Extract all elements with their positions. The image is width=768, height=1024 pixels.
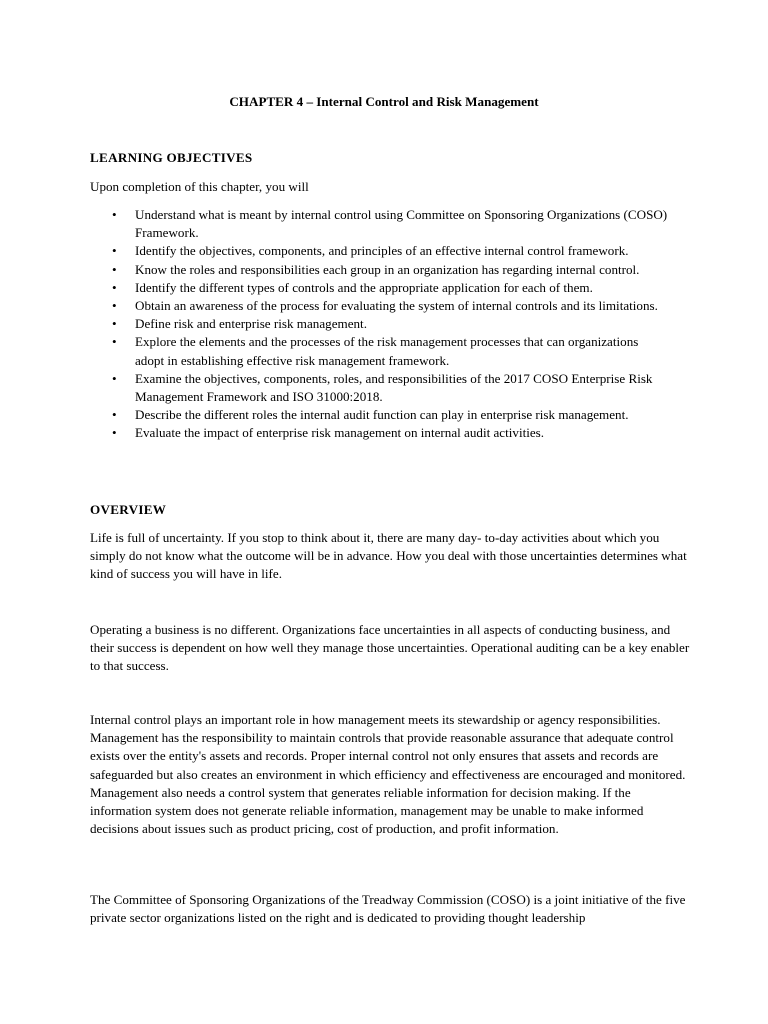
- overview-paragraph: Operating a business is no different. Organizations face uncertainties in all aspects of conducting business, and their success is dependent on how well they manage those uncertainties. Operational auditing can be a key enabler to that success.: [90, 622, 690, 674]
- bullet-icon: •: [112, 207, 117, 222]
- objective-item: [90, 206, 670, 242]
- objective-text: Identify the objectives, components, and principles of an effective internal control framework.: [135, 243, 629, 259]
- learning-objectives-list: [90, 206, 670, 443]
- overview-paragraph: Internal control plays an important role in how management meets its stewardship or agency responsibilities. Management has the responsibility to maintain controls that provide reasonable assurance that adequate control exists over the entity's assets and records. Proper internal control not only ensures that assets and records are safeguarded but also creates an environment in which efficiency and effectiveness are encouraged and monitored. Management also needs a control system that generates reliable information for decision making. If the information system does not generate reliable information, management may be unable to make informed decisions about issues such as product pricing, cost of production, and profit information.: [90, 712, 686, 837]
- objective-item: [90, 297, 670, 315]
- objective-text: Describe the different roles the internal audit function can play in enterprise risk management.: [135, 407, 629, 423]
- bullet-icon: •: [112, 370, 117, 386]
- bullet-icon: •: [112, 334, 117, 350]
- bullet-icon: •: [112, 261, 117, 277]
- objective-item: [90, 315, 670, 333]
- objective-item: [90, 370, 670, 406]
- overview-paragraph: The Committee of Sponsoring Organizations of the Treadway Commission (COSO) is a joint initiative of the five private sector organizations listed on the right and is dedicated to providing thought leadership: [90, 892, 686, 926]
- bullet-icon: •: [112, 425, 117, 441]
- objective-item: [90, 333, 670, 369]
- objective-text: Define risk and enterprise risk management.: [135, 316, 367, 332]
- objective-text: Explore the elements and the processes of the risk management processes that can organizations adopt in establishing effective risk management framework.: [135, 334, 639, 368]
- chapter-title: CHAPTER 4 – Internal Control and Risk Management: [229, 94, 539, 109]
- overview-heading: OVERVIEW: [90, 502, 167, 517]
- objective-text: Understand what is meant by internal control using Committee on Sponsoring Organizations (COSO) Framework.: [135, 207, 668, 241]
- learning-objectives-heading: LEARNING OBJECTIVES: [90, 150, 253, 165]
- learning-objectives-intro: Upon completion of this chapter, you will: [90, 179, 309, 194]
- objective-item: [90, 279, 670, 297]
- objective-text: Know the roles and responsibilities each group in an organization has regarding internal control.: [135, 261, 640, 277]
- overview-paragraph: Life is full of uncertainty. If you stop to think about it, there are many day- to-day activities about which you simply do not know what the outcome will be in advance. How you deal with those uncertainties determines what kind of success you will have in life.: [90, 530, 687, 582]
- objective-item: [90, 242, 670, 260]
- bullet-icon: •: [112, 316, 117, 332]
- objective-item: [90, 261, 670, 279]
- bullet-icon: •: [112, 298, 117, 314]
- objective-item: [90, 406, 670, 424]
- objective-text: Examine the objectives, components, roles, and responsibilities of the 2017 COSO Enterprise Risk Management Framework and ISO 31000:2018.: [135, 370, 653, 405]
- objective-text: Identify the different types of controls and the appropriate application for each of them.: [135, 279, 593, 295]
- bullet-icon: •: [112, 407, 117, 423]
- objective-text: Evaluate the impact of enterprise risk management on internal audit activities.: [135, 425, 545, 441]
- objective-item: [90, 424, 670, 442]
- bullet-icon: •: [112, 243, 117, 259]
- objective-text: Obtain an awareness of the process for evaluating the system of internal controls and its limitations.: [135, 298, 658, 314]
- bullet-icon: •: [112, 279, 117, 295]
